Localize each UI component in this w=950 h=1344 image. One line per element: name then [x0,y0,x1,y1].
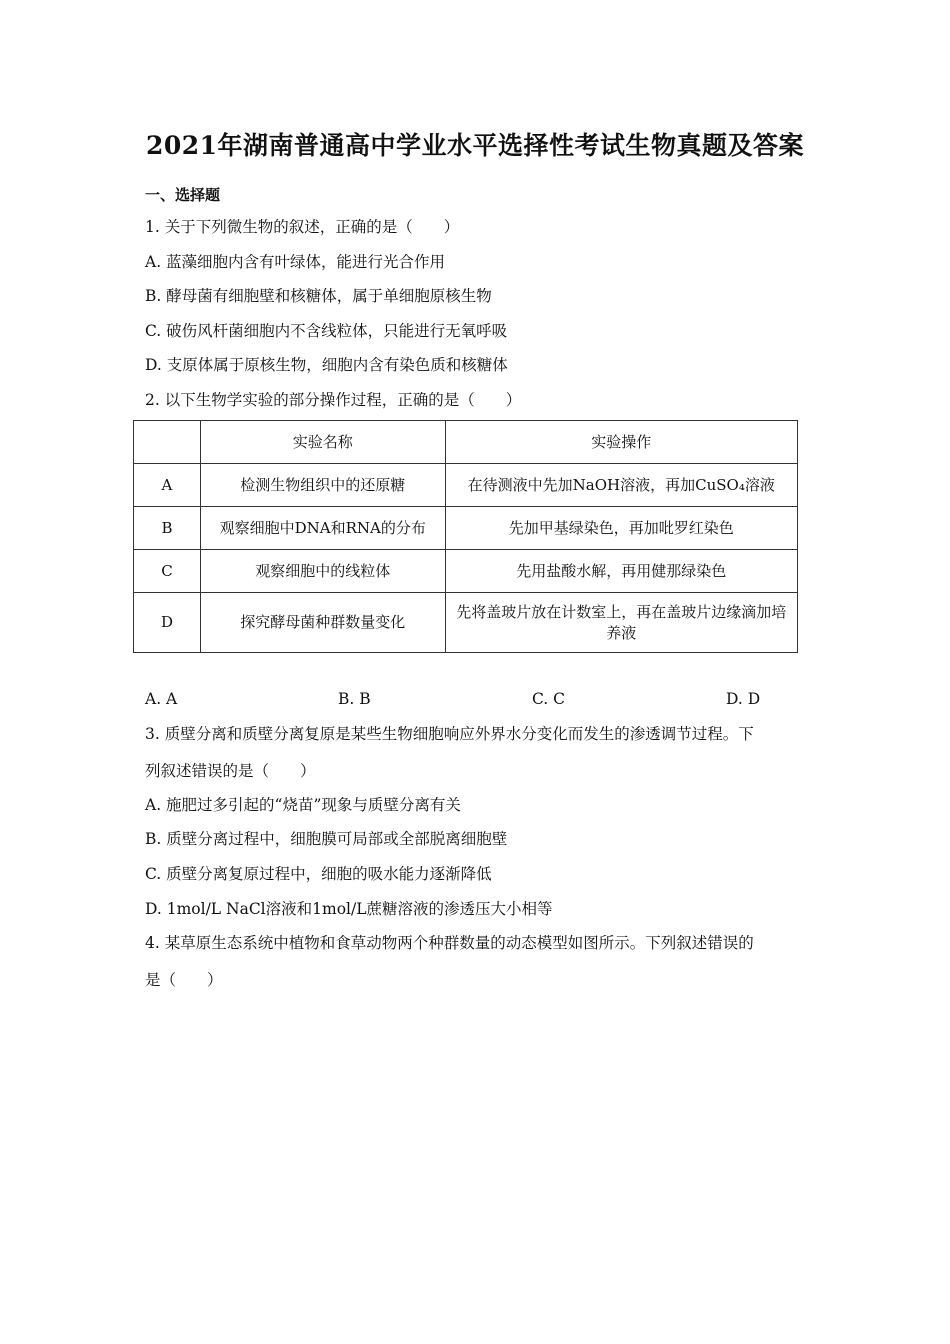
table-cell: D [134,593,201,653]
question-1-option-a: A. 蓝藻细胞内含有叶绿体，能进行光合作用 [145,253,446,271]
experiment-table [133,420,798,653]
table-header-cell [134,421,201,464]
table-row [134,464,798,507]
question-4-stem-line-2: 是（ ） [145,971,223,989]
question-3-option-d: D. 1mol/L NaCl溶液和1mol/L蔗糖溶液的渗透压大小相等 [145,900,553,918]
section-heading: 一、选择题 [145,186,221,204]
table-header-cell: 实验操作 [445,421,797,464]
table-cell: 观察细胞中的线粒体 [200,550,445,593]
question-1-option-b: B. 酵母菌有细胞壁和核糖体，属于单细胞原核生物 [145,287,492,305]
table-cell: 先将盖玻片放在计数室上，再在盖玻片边缘滴加培养液 [445,593,797,653]
question-1-option-c: C. 破伤风杆菌细胞内不含线粒体，只能进行无氧呼吸 [145,322,508,340]
question-2-option-a: A. A [145,690,178,708]
question-3-option-b: B. 质壁分离过程中，细胞膜可局部或全部脱离细胞壁 [145,830,508,848]
table-cell: 先加甲基绿染色，再加吡罗红染色 [445,507,797,550]
table-row [134,507,798,550]
table-row [134,593,798,653]
question-2-option-d: D. D [726,690,761,708]
table-cell: 探究酵母菌种群数量变化 [200,593,445,653]
question-3-stem-line-2: 列叙述错误的是（ ） [145,762,316,780]
table-cell: 检测生物组织中的还原糖 [200,464,445,507]
table-header-cell: 实验名称 [200,421,445,464]
question-2-option-c: C. C [532,690,566,708]
table-cell: 在待测液中先加NaOH溶液，再加CuSO₄溶液 [445,464,797,507]
question-3-option-c: C. 质壁分离复原过程中，细胞的吸水能力逐渐降低 [145,865,492,883]
table-cell: C [134,550,201,593]
question-1-stem: 1. 关于下列微生物的叙述，正确的是（ ） [145,218,460,236]
table-cell: A [134,464,201,507]
question-2-option-b: B. B [338,690,371,708]
question-3-stem-line-1: 3. 质壁分离和质壁分离复原是某些生物细胞响应外界水分变化而发生的渗透调节过程。下 [145,725,754,743]
document-title: 2021年湖南普通高中学业水平选择性考试生物真题及答案 [145,131,805,160]
question-4-stem-line-1: 4. 某草原生态系统中植物和食草动物两个种群数量的动态模型如图所示。下列叙述错误的 [145,934,754,952]
table-row [134,550,798,593]
question-1-option-d: D. 支原体属于原核生物，细胞内含有染色质和核糖体 [145,356,508,374]
table-cell: B [134,507,201,550]
question-2-stem: 2. 以下生物学实验的部分操作过程，正确的是（ ） [145,391,522,409]
table-header-row [134,421,798,464]
question-3-option-a: A. 施肥过多引起的“烧苗”现象与质壁分离有关 [145,796,461,814]
table-cell: 先用盐酸水解，再用健那绿染色 [445,550,797,593]
table-cell: 观察细胞中DNA和RNA的分布 [200,507,445,550]
